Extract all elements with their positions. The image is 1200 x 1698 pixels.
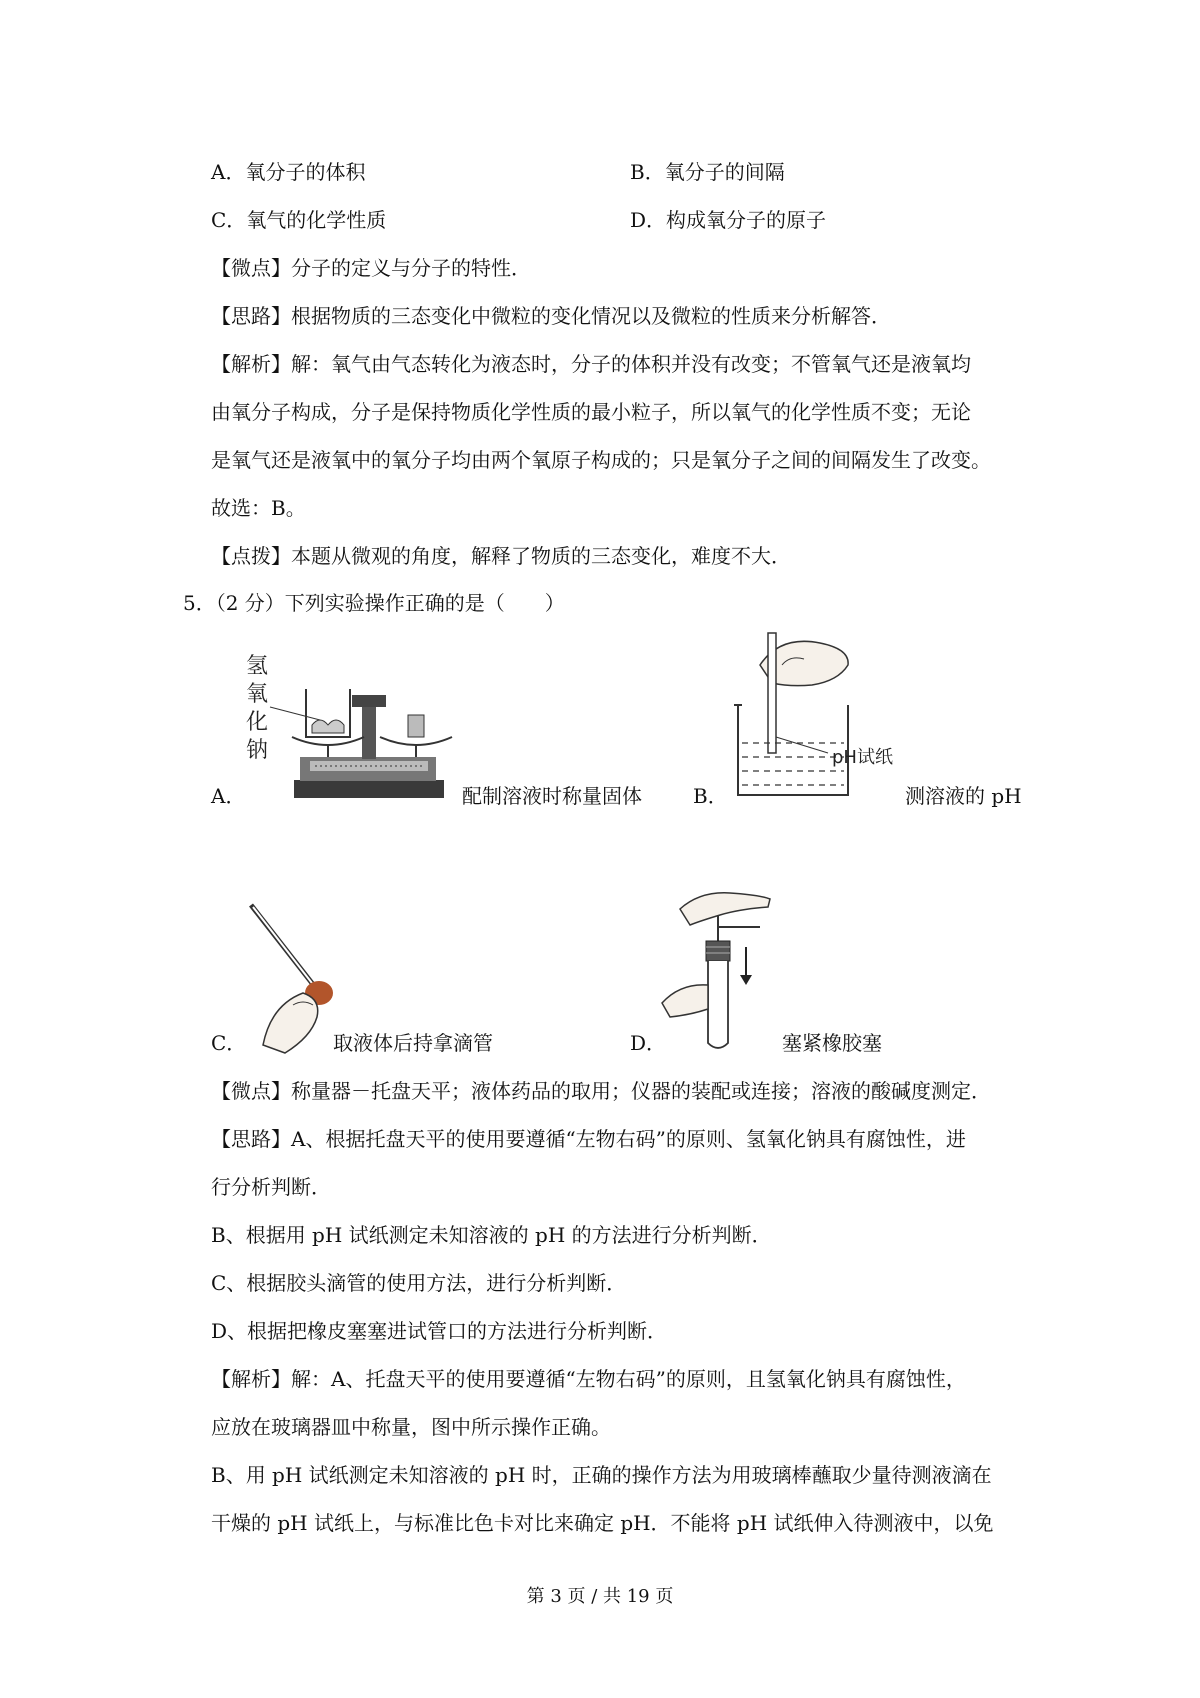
- q5-jiexi-line-2: 应放在玻璃器皿中称量，图中所示操作正确。: [211, 1415, 611, 1439]
- q5-jiexi-line-1: 【解析】解：A、托盘天平的使用要遵循“左物右码”的原则，且氢氧化钠具有腐蚀性，: [211, 1367, 966, 1391]
- fig-c-letter: C．: [211, 1031, 247, 1055]
- page-number: 第 3 页 / 共 19 页: [526, 1586, 674, 1607]
- fig-a-label-char: 化: [246, 710, 269, 735]
- stopper-illustration: [660, 885, 780, 1055]
- q4-jiexi-line-4: 故选：B。: [211, 496, 306, 520]
- q4-jiexi-line-1: 【解析】解：氧气由气态转化为液态时，分子的体积并没有改变；不管氧气还是液氧均: [211, 352, 971, 376]
- option-c: C．氧气的化学性质: [211, 208, 387, 232]
- q4-jiexi-line-2: 由氧分子构成，分子是保持物质化学性质的最小粒子，所以氧气的化学性质不变；无论: [211, 400, 971, 424]
- q5-silu-line-3: B、根据用 pH 试纸测定未知溶液的 pH 的方法进行分析判断．: [211, 1223, 772, 1247]
- option-d: D．构成氧分子的原子: [630, 208, 827, 232]
- q5-silu-line-1: 【思路】A、根据托盘天平的使用要遵循“左物右码”的原则、氢氧化钠具有腐蚀性，进: [211, 1127, 966, 1151]
- q4-silu: 【思路】根据物质的三态变化中微粒的变化情况以及微粒的性质来分析解答．: [211, 304, 891, 328]
- q5-silu-line-4: C、根据胶头滴管的使用方法，进行分析判断．: [211, 1271, 627, 1295]
- q5-silu-line-5: D、根据把橡皮塞塞进试管口的方法进行分析判断．: [211, 1319, 668, 1343]
- fig-a-label-char: 氧: [246, 682, 269, 707]
- option-a: A．氧分子的体积: [211, 160, 366, 184]
- fig-d-caption: 塞紧橡胶塞: [782, 1031, 882, 1055]
- q5-stem: 5．（2 分）下列实验操作正确的是（ ）: [183, 591, 565, 615]
- fig-c-caption: 取液体后持拿滴管: [333, 1031, 493, 1055]
- balance-illustration: [240, 645, 460, 805]
- q5-jiexi-line-3: B、用 pH 试纸测定未知溶液的 pH 时，正确的操作方法为用玻璃棒蘸取少量待测液滴在: [211, 1463, 992, 1487]
- q5-jiexi-line-4: 干燥的 pH 试纸上，与标准比色卡对比来确定 pH．不能将 pH 试纸伸入待测液中，以免: [211, 1511, 994, 1535]
- q5-weidian: 【微点】称量器－托盘天平；液体药品的取用；仪器的装配或连接；溶液的酸碱度测定．: [211, 1079, 991, 1103]
- q4-jiexi-line-3: 是氧气还是液氧中的氧分子均由两个氧原子构成的；只是氧分子之间的间隔发生了改变。: [211, 448, 991, 472]
- option-b: B．氧分子的间隔: [630, 160, 785, 184]
- ph-test-illustration: [720, 625, 910, 805]
- fig-a-label-char: 钠: [246, 738, 269, 763]
- fig-b-label: pH试纸: [832, 747, 893, 768]
- q4-weidian: 【微点】分子的定义与分子的特性．: [211, 256, 531, 280]
- q5-silu-line-2: 行分析判断．: [211, 1175, 331, 1199]
- fig-a-label-char: 氢: [246, 654, 269, 679]
- q4-dianbo: 【点拨】本题从微观的角度，解释了物质的三态变化，难度不大．: [211, 544, 791, 568]
- fig-d-letter: D．: [630, 1031, 667, 1055]
- fig-b-letter: B．: [693, 784, 728, 808]
- fig-b-caption: 测溶液的 pH: [905, 784, 1022, 808]
- fig-a-letter: A．: [211, 784, 246, 808]
- fig-a-caption: 配制溶液时称量固体: [462, 784, 642, 808]
- dropper-illustration: [245, 895, 345, 1055]
